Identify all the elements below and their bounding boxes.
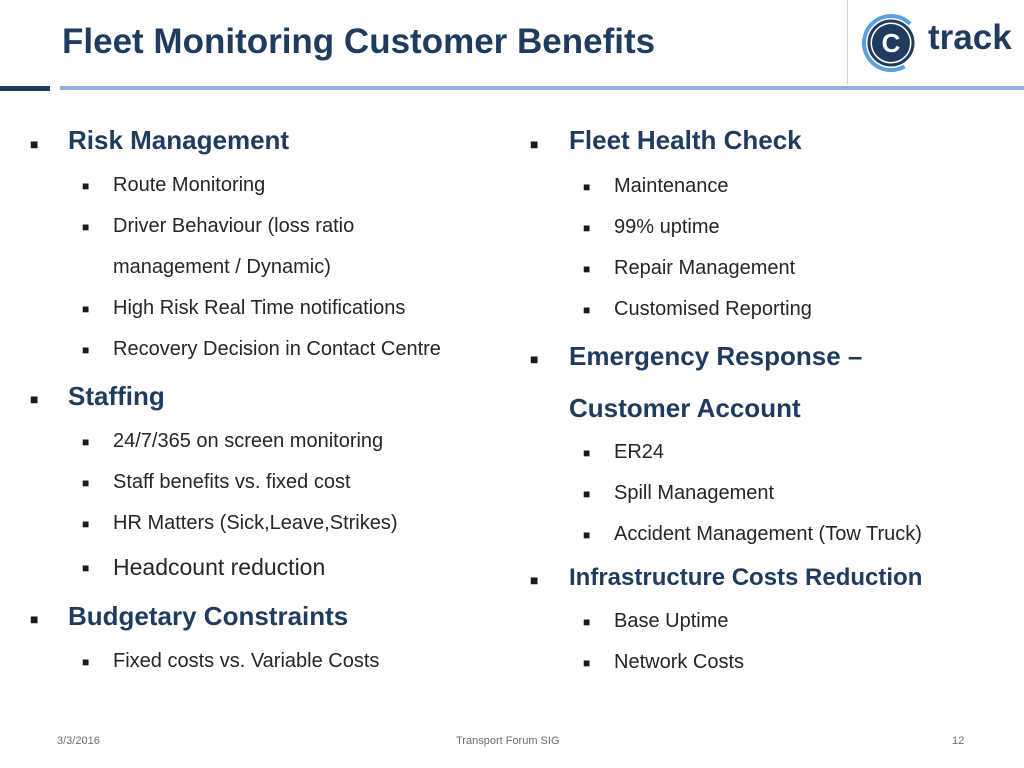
square-bullet-icon: ■ <box>30 136 39 152</box>
text-er24: ER24 <box>614 441 665 463</box>
square-bullet-icon: ■ <box>583 487 591 501</box>
heading-risk-management: Risk Management <box>68 125 290 155</box>
text-route-monitoring: Route Monitoring <box>113 174 266 196</box>
square-bullet-icon: ■ <box>82 220 90 234</box>
heading-budgetary: Budgetary Constraints <box>68 601 349 631</box>
footer-center: Transport Forum SIG <box>456 735 560 747</box>
heading-staffing: Staffing <box>68 381 165 411</box>
square-bullet-icon: ■ <box>583 262 591 276</box>
square-bullet-icon: ■ <box>82 302 90 316</box>
square-bullet-icon: ■ <box>583 528 591 542</box>
square-bullet-icon: ■ <box>530 136 539 152</box>
square-bullet-icon: ■ <box>583 221 591 235</box>
title-rule-light <box>60 86 1024 90</box>
text-repair: Repair Management <box>614 257 796 279</box>
square-bullet-icon: ■ <box>530 572 539 588</box>
square-bullet-icon: ■ <box>30 611 39 627</box>
text-uptime: 99% uptime <box>614 216 720 238</box>
square-bullet-icon: ■ <box>82 517 90 531</box>
square-bullet-icon: ■ <box>583 446 591 460</box>
square-bullet-icon: ■ <box>82 655 90 669</box>
square-bullet-icon: ■ <box>583 303 591 317</box>
square-bullet-icon: ■ <box>530 351 539 367</box>
logo-letter: C <box>881 28 901 58</box>
heading-fleet-health: Fleet Health Check <box>569 125 802 155</box>
square-bullet-icon: ■ <box>583 615 591 629</box>
heading-infrastructure: Infrastructure Costs Reduction <box>569 564 923 591</box>
heading-emergency-1: Emergency Response – <box>569 341 863 371</box>
text-driver-behaviour-2: management / Dynamic) <box>113 256 331 278</box>
text-fixed-costs: Fixed costs vs. Variable Costs <box>113 650 380 672</box>
text-reporting: Customised Reporting <box>614 298 812 320</box>
square-bullet-icon: ■ <box>30 391 39 407</box>
square-bullet-icon: ■ <box>583 180 591 194</box>
square-bullet-icon: ■ <box>82 476 90 490</box>
text-headcount: Headcount reduction <box>113 554 326 580</box>
text-hr-matters: HR Matters (Sick,Leave,Strikes) <box>113 512 398 534</box>
logo-c-icon <box>860 12 922 74</box>
text-maintenance: Maintenance <box>614 175 729 197</box>
logo-text: track <box>928 18 1012 57</box>
square-bullet-icon: ■ <box>583 656 591 670</box>
footer-page-number: 12 <box>952 735 965 747</box>
text-recovery: Recovery Decision in Contact Centre <box>113 338 441 360</box>
text-accident: Accident Management (Tow Truck) <box>614 523 922 545</box>
square-bullet-icon: ■ <box>82 343 90 357</box>
square-bullet-icon: ■ <box>82 435 90 449</box>
square-bullet-icon: ■ <box>82 561 90 575</box>
text-driver-behaviour-1: Driver Behaviour (loss ratio <box>113 215 355 237</box>
text-network: Network Costs <box>614 651 745 673</box>
footer-date: 3/3/2016 <box>57 735 100 747</box>
text-monitoring: 24/7/365 on screen monitoring <box>113 430 384 452</box>
title-rule-dark <box>0 86 50 91</box>
slide-title: Fleet Monitoring Customer Benefits <box>62 22 656 61</box>
logo-divider <box>847 0 848 84</box>
text-base-uptime: Base Uptime <box>614 610 729 632</box>
text-spill: Spill Management <box>614 482 775 504</box>
text-staff-benefits: Staff benefits vs. fixed cost <box>113 471 351 493</box>
text-high-risk: High Risk Real Time notifications <box>113 297 406 319</box>
square-bullet-icon: ■ <box>82 179 90 193</box>
heading-emergency-2: Customer Account <box>569 393 801 423</box>
ctrack-logo <box>860 12 1012 74</box>
